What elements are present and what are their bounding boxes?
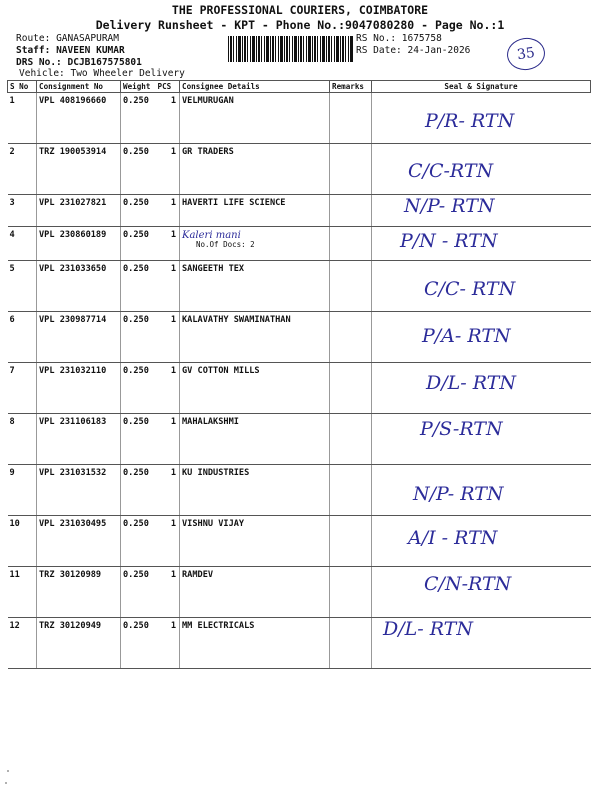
row-weight: 0.250 [121, 144, 156, 195]
table-row [8, 144, 591, 195]
row-consignee-cell [180, 227, 330, 261]
row-consignee: GR TRADERS [180, 144, 330, 195]
row-consignee: VISHNU VIJAY [180, 516, 330, 567]
col-seal-signature: Seal & Signature [372, 81, 591, 93]
handwritten-signature: C/C-RTN [408, 160, 494, 182]
row-consignee: MM ELECTRICALS [180, 618, 330, 669]
row-sno: 1 [8, 93, 37, 144]
row-weight: 0.250 [121, 363, 156, 414]
row-consignment: VPL 231106183 [37, 414, 121, 465]
row-consignment: VPL 231033650 [37, 261, 121, 312]
row-weight: 0.250 [121, 93, 156, 144]
docs-count: No.Of Docs: 2 [196, 240, 255, 249]
row-pcs: 1 [156, 144, 180, 195]
drs-label: DRS No.: [16, 57, 62, 68]
row-remarks [330, 144, 372, 195]
handwritten-signature: P/A- RTN [422, 325, 511, 347]
row-sno: 7 [8, 363, 37, 414]
handwritten-signature: P/R- RTN [425, 110, 515, 132]
row-weight: 0.250 [121, 516, 156, 567]
staff-line [16, 45, 125, 56]
runsheet-subtitle: Delivery Runsheet - KPT - Phone No.:9047080280 - Page No.:1 [95, 18, 505, 32]
handwritten-signature: D/L- RTN [426, 372, 516, 394]
route-value: GANASAPURAM [56, 33, 119, 44]
row-pcs: 1 [156, 516, 180, 567]
row-remarks [330, 261, 372, 312]
row-consignment: VPL 231031532 [37, 465, 121, 516]
table-row [8, 414, 591, 465]
row-consignment: VPL 231030495 [37, 516, 121, 567]
row-consignment: VPL 230987714 [37, 312, 121, 363]
row-weight: 0.250 [121, 465, 156, 516]
row-sno: 8 [8, 414, 37, 465]
row-pcs: 1 [156, 227, 180, 261]
row-pcs: 1 [156, 363, 180, 414]
scan-speck [7, 770, 9, 772]
row-pcs: 1 [156, 465, 180, 516]
row-consignment: TRZ 30120989 [37, 567, 121, 618]
col-weight: Weight [121, 81, 156, 93]
row-pcs: 1 [156, 567, 180, 618]
row-remarks [330, 312, 372, 363]
row-sno: 9 [8, 465, 37, 516]
row-consignee: KALAVATHY SWAMINATHAN [180, 312, 330, 363]
handwritten-signature: C/C- RTN [424, 278, 516, 300]
row-consignee: MAHALAKSHMI [180, 414, 330, 465]
row-consignee: HAVERTI LIFE SCIENCE [180, 195, 330, 227]
table-row [8, 516, 591, 567]
col-sno: S No [8, 81, 37, 93]
row-consignee: GV COTTON MILLS [180, 363, 330, 414]
row-pcs: 1 [156, 414, 180, 465]
row-consignment: TRZ 30120949 [37, 618, 121, 669]
row-weight: 0.250 [121, 618, 156, 669]
row-sno: 3 [8, 195, 37, 227]
row-weight: 0.250 [121, 312, 156, 363]
table-header [8, 81, 591, 93]
row-pcs: 1 [156, 195, 180, 227]
route-line [16, 33, 119, 44]
barcode-image [228, 36, 354, 62]
row-weight: 0.250 [121, 414, 156, 465]
row-consignment: TRZ 190053914 [37, 144, 121, 195]
row-remarks [330, 363, 372, 414]
row-remarks [330, 93, 372, 144]
drs-line [16, 57, 142, 68]
row-remarks [330, 414, 372, 465]
handwritten-signature: N/P- RTN [404, 195, 495, 217]
table-row [8, 195, 591, 227]
row-consignment: VPL 230860189 [37, 227, 121, 261]
rs-number: RS No.: 1675758 [356, 33, 442, 44]
staff-value: NAVEEN KUMAR [56, 45, 125, 56]
row-remarks [330, 516, 372, 567]
row-remarks [330, 567, 372, 618]
row-weight: 0.250 [121, 195, 156, 227]
staff-label: Staff: [16, 45, 51, 56]
table-row [8, 618, 591, 669]
handwritten-signature: N/P- RTN [413, 483, 504, 505]
col-consignee: Consignee Details [180, 81, 330, 93]
col-pcs: PCS [156, 81, 180, 93]
row-weight: 0.250 [121, 261, 156, 312]
row-consignee: SANGEETH TEX [180, 261, 330, 312]
handwritten-signature: C/N-RTN [424, 573, 512, 595]
row-pcs: 1 [156, 261, 180, 312]
row-remarks [330, 195, 372, 227]
drs-value: DCJB167575801 [67, 57, 142, 68]
row-consignment: VPL 231032110 [37, 363, 121, 414]
circled-page-number: 35 [505, 36, 547, 73]
row-remarks [330, 618, 372, 669]
vehicle-line: Vehicle: Two Wheeler Delivery [19, 68, 185, 79]
row-pcs: 1 [156, 312, 180, 363]
handwritten-signature: P/N - RTN [400, 230, 498, 252]
handwritten-signature: D/L- RTN [383, 618, 473, 640]
row-consignee: KU INDUSTRIES [180, 465, 330, 516]
row-remarks [330, 465, 372, 516]
handwritten-signature: A/I - RTN [408, 527, 498, 549]
table-row [8, 227, 591, 261]
row-sno: 4 [8, 227, 37, 261]
row-pcs: 1 [156, 93, 180, 144]
rs-date: RS Date: 24-Jan-2026 [356, 45, 471, 56]
route-label: Route: [16, 33, 51, 44]
row-sno: 2 [8, 144, 37, 195]
handwritten-signature: P/S-RTN [420, 418, 503, 440]
row-consignee: RAMDEV [180, 567, 330, 618]
row-sno: 6 [8, 312, 37, 363]
row-remarks [330, 227, 372, 261]
col-consignment: Consignment No [37, 81, 121, 93]
scan-speck [5, 782, 7, 784]
row-sno: 10 [8, 516, 37, 567]
row-pcs: 1 [156, 618, 180, 669]
row-sno: 12 [8, 618, 37, 669]
row-consignment: VPL 408196660 [37, 93, 121, 144]
row-consignee: VELMURUGAN [180, 93, 330, 144]
row-consignment: VPL 231027821 [37, 195, 121, 227]
row-sno: 11 [8, 567, 37, 618]
company-title: THE PROFESSIONAL COURIERS, COIMBATORE [171, 3, 429, 17]
row-sno: 5 [8, 261, 37, 312]
handwritten-consignee: Kaleri mani [182, 230, 241, 241]
row-weight: 0.250 [121, 567, 156, 618]
row-weight: 0.250 [121, 227, 156, 261]
col-remarks: Remarks [330, 81, 372, 93]
